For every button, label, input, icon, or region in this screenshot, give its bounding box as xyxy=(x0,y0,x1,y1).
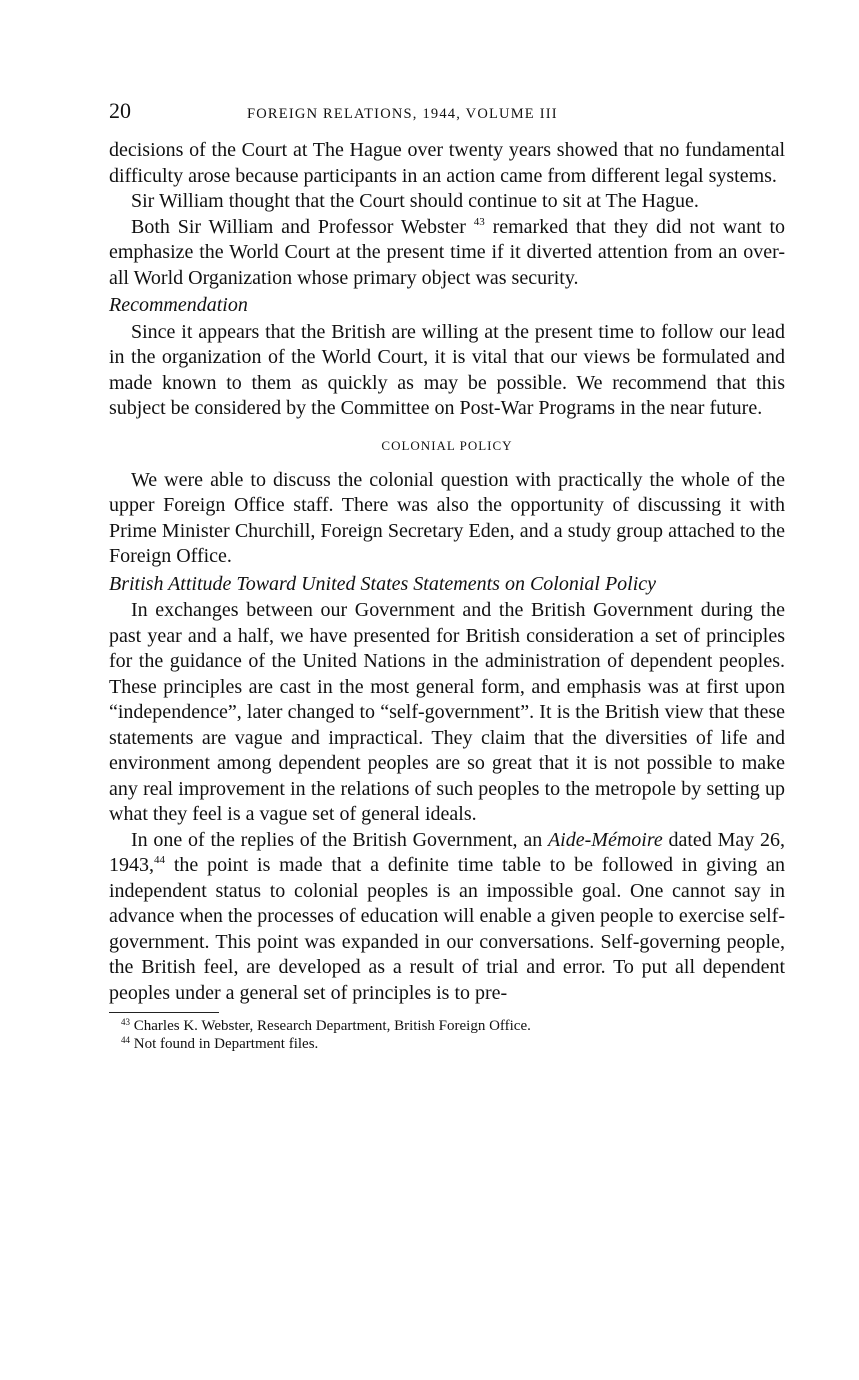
paragraph-text: the point is made that a definite time table to be followed in giving an independent status to colonial peoples is an impossible goal. One cannot say in advance when the processes of education will enable a given people to exercise self-government. This point was expanded in our conversations. Self-governing people, the British feel, are developed as a result of trial and error. To put all dependent peoples under a general set of principles is to pre- xyxy=(109,854,786,1004)
british-attitude-heading: British Attitude Toward United States Statements on Colonial Policy xyxy=(109,572,657,595)
paragraph-world-court-emphasis xyxy=(109,215,785,292)
footnote-text: Not found in Department files. xyxy=(133,1036,319,1052)
document-page xyxy=(109,98,785,1053)
running-head-title: FOREIGN RELATIONS, 1944, VOLUME III xyxy=(247,106,558,122)
footnote-44 xyxy=(109,1035,785,1053)
recommendation-heading: Recommendation xyxy=(109,294,248,316)
paragraph-text: dated May 26, 1943, xyxy=(109,828,785,876)
footnote-marker: 44 xyxy=(121,1035,130,1045)
aide-memoire-term: Aide-Mémoire xyxy=(547,828,663,851)
paragraph-recommendation: Since it appears that the British are willing at the present time to follow our lead in the organization of the World Court, it is vital that our views be formulated and made known to them as quickly as may be possible. We recommend that this subject be considered by the Committee on Post-War Programs in the near future. xyxy=(109,320,785,419)
paragraph-colonial-discussion: We were able to discuss the colonial question with practically the whole of the upper Foreign Office staff. There was also the opportunity of discussing it with Prime Minister Churchill, Foreign Secretary Eden, and a study group attached to the Foreign Office. xyxy=(109,468,785,567)
section-heading-colonial-policy: COLONIAL POLICY xyxy=(381,437,513,453)
page-number: 20 xyxy=(109,98,131,123)
paragraph-court-decisions: decisions of the Court at The Hague over twenty years showed that no fundamental difficulty arose because participants in an action came from different legal systems. xyxy=(109,139,785,187)
footnote-ref-43: 43 xyxy=(473,215,485,228)
footnote-ref-44: 44 xyxy=(154,854,165,866)
paragraph-text: remarked that they did not want to emphasize the World Court at the present time if it diverted attention from an over-all World Organization whose primary object was security. xyxy=(109,215,786,289)
footnote-marker: 43 xyxy=(121,1017,130,1027)
footnote-divider xyxy=(109,1012,219,1013)
paragraph-sir-william: Sir William thought that the Court should continue to sit at The Hague. xyxy=(131,190,699,212)
paragraph-exchanges: In exchanges between our Government and the British Government during the past year and a half, we have presented for British consideration a set of principles for the guidance of the United Nations in the administration of dependent peoples. These principles are cast in the most general form, and emphasis was at first upon “independence”, later changed to “self-government”. It is the British view that these statements are vague and impractical. They claim that the diversities of life and environment among dependent peoples are so great that it is not possible to make any real improvement in the relations of such peoples to the metropole by setting up what they feel is a vague set of general ideals. xyxy=(109,599,785,825)
footnote-text: Charles K. Webster, Research Department, British Foreign Office. xyxy=(133,1018,531,1034)
paragraph-text: In one of the replies of the British Government, an xyxy=(131,828,543,851)
paragraph-aide-memoire xyxy=(109,828,785,1007)
footnote-43 xyxy=(109,1017,785,1035)
paragraph-text: Both Sir William and Professor Webster xyxy=(131,215,466,238)
running-head xyxy=(109,98,785,138)
